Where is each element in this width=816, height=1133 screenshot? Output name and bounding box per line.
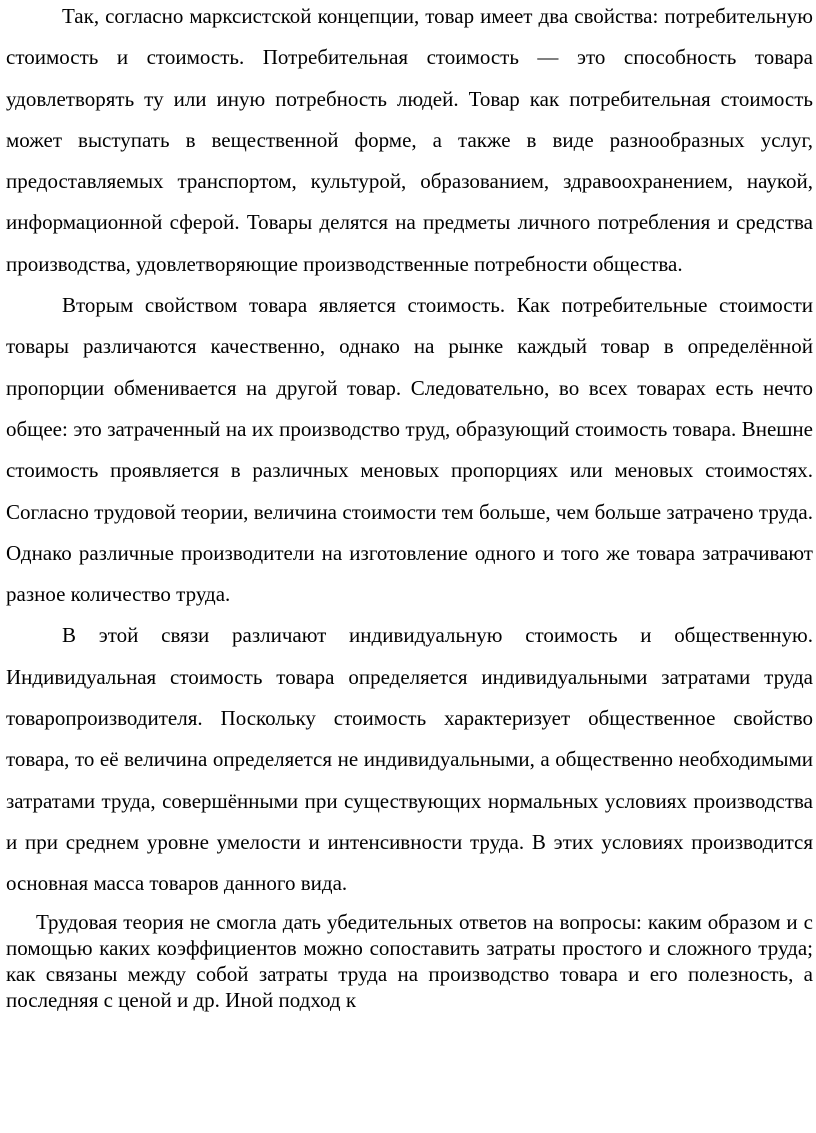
paragraph-individual-value: В этой связи различают индивидуальную стоимость и общественную. Индивидуальная стоимость товара определяется индивидуальными затратами труда товаропроизводителя. Поскольку стоимость характеризует общественное свойство товара, то её величина определяется не индивидуальными, а общественно необходимыми затратами труда, совершёнными при существующих нормальных условиях производства и при среднем уровне умелости и интенсивности труда. В этих условиях производится основная масса товаров данного вида.: [6, 623, 813, 896]
paragraph-labor-theory: Трудовая теория не смогла дать убедительных ответов на вопросы: каким образом и с помощью каких коэффициентов можно сопоставить затраты простого и сложного труда; как связаны между собой затраты труда на производство товара и его полезность, а последняя с ценой и др. Иной подход к: [6, 909, 813, 1012]
paragraph-use-value: Так, согласно марксистской концепции, товар имеет два свойства: потребительную стоимость и стоимость. Потребительная стоимость — это способность товара удовлетворять ту или иную потребность людей. Товар как потребительная стоимость может выступать в вещественной форме, а также в виде разнообразных услуг, предоставляемых транспортом, культурой, образованием, здравоохранением, наукой, информационной сферой. Товары делятся на предметы личного потребления и средства производства, удовлетворяющие производственные потребности общества.: [6, 4, 813, 276]
paragraph-value: Вторым свойством товара является стоимость. Как потребительные стоимости товары различаются качественно, однако на рынке каждый товар в определённой пропорции обменивается на другой товар. Следовательно, во всех товарах есть нечто общее: это затраченный на их производство труд, образующий стоимость товара. Внешне стоимость проявляется в различных меновых пропорциях или меновых стоимостях. Согласно трудовой теории, величина стоимости тем больше, чем больше затрачено труда. Однако различные производители на изготовление одного и того же товара затрачивают разное количество труда.: [6, 293, 813, 607]
document-page: [6, 0, 813, 1013]
